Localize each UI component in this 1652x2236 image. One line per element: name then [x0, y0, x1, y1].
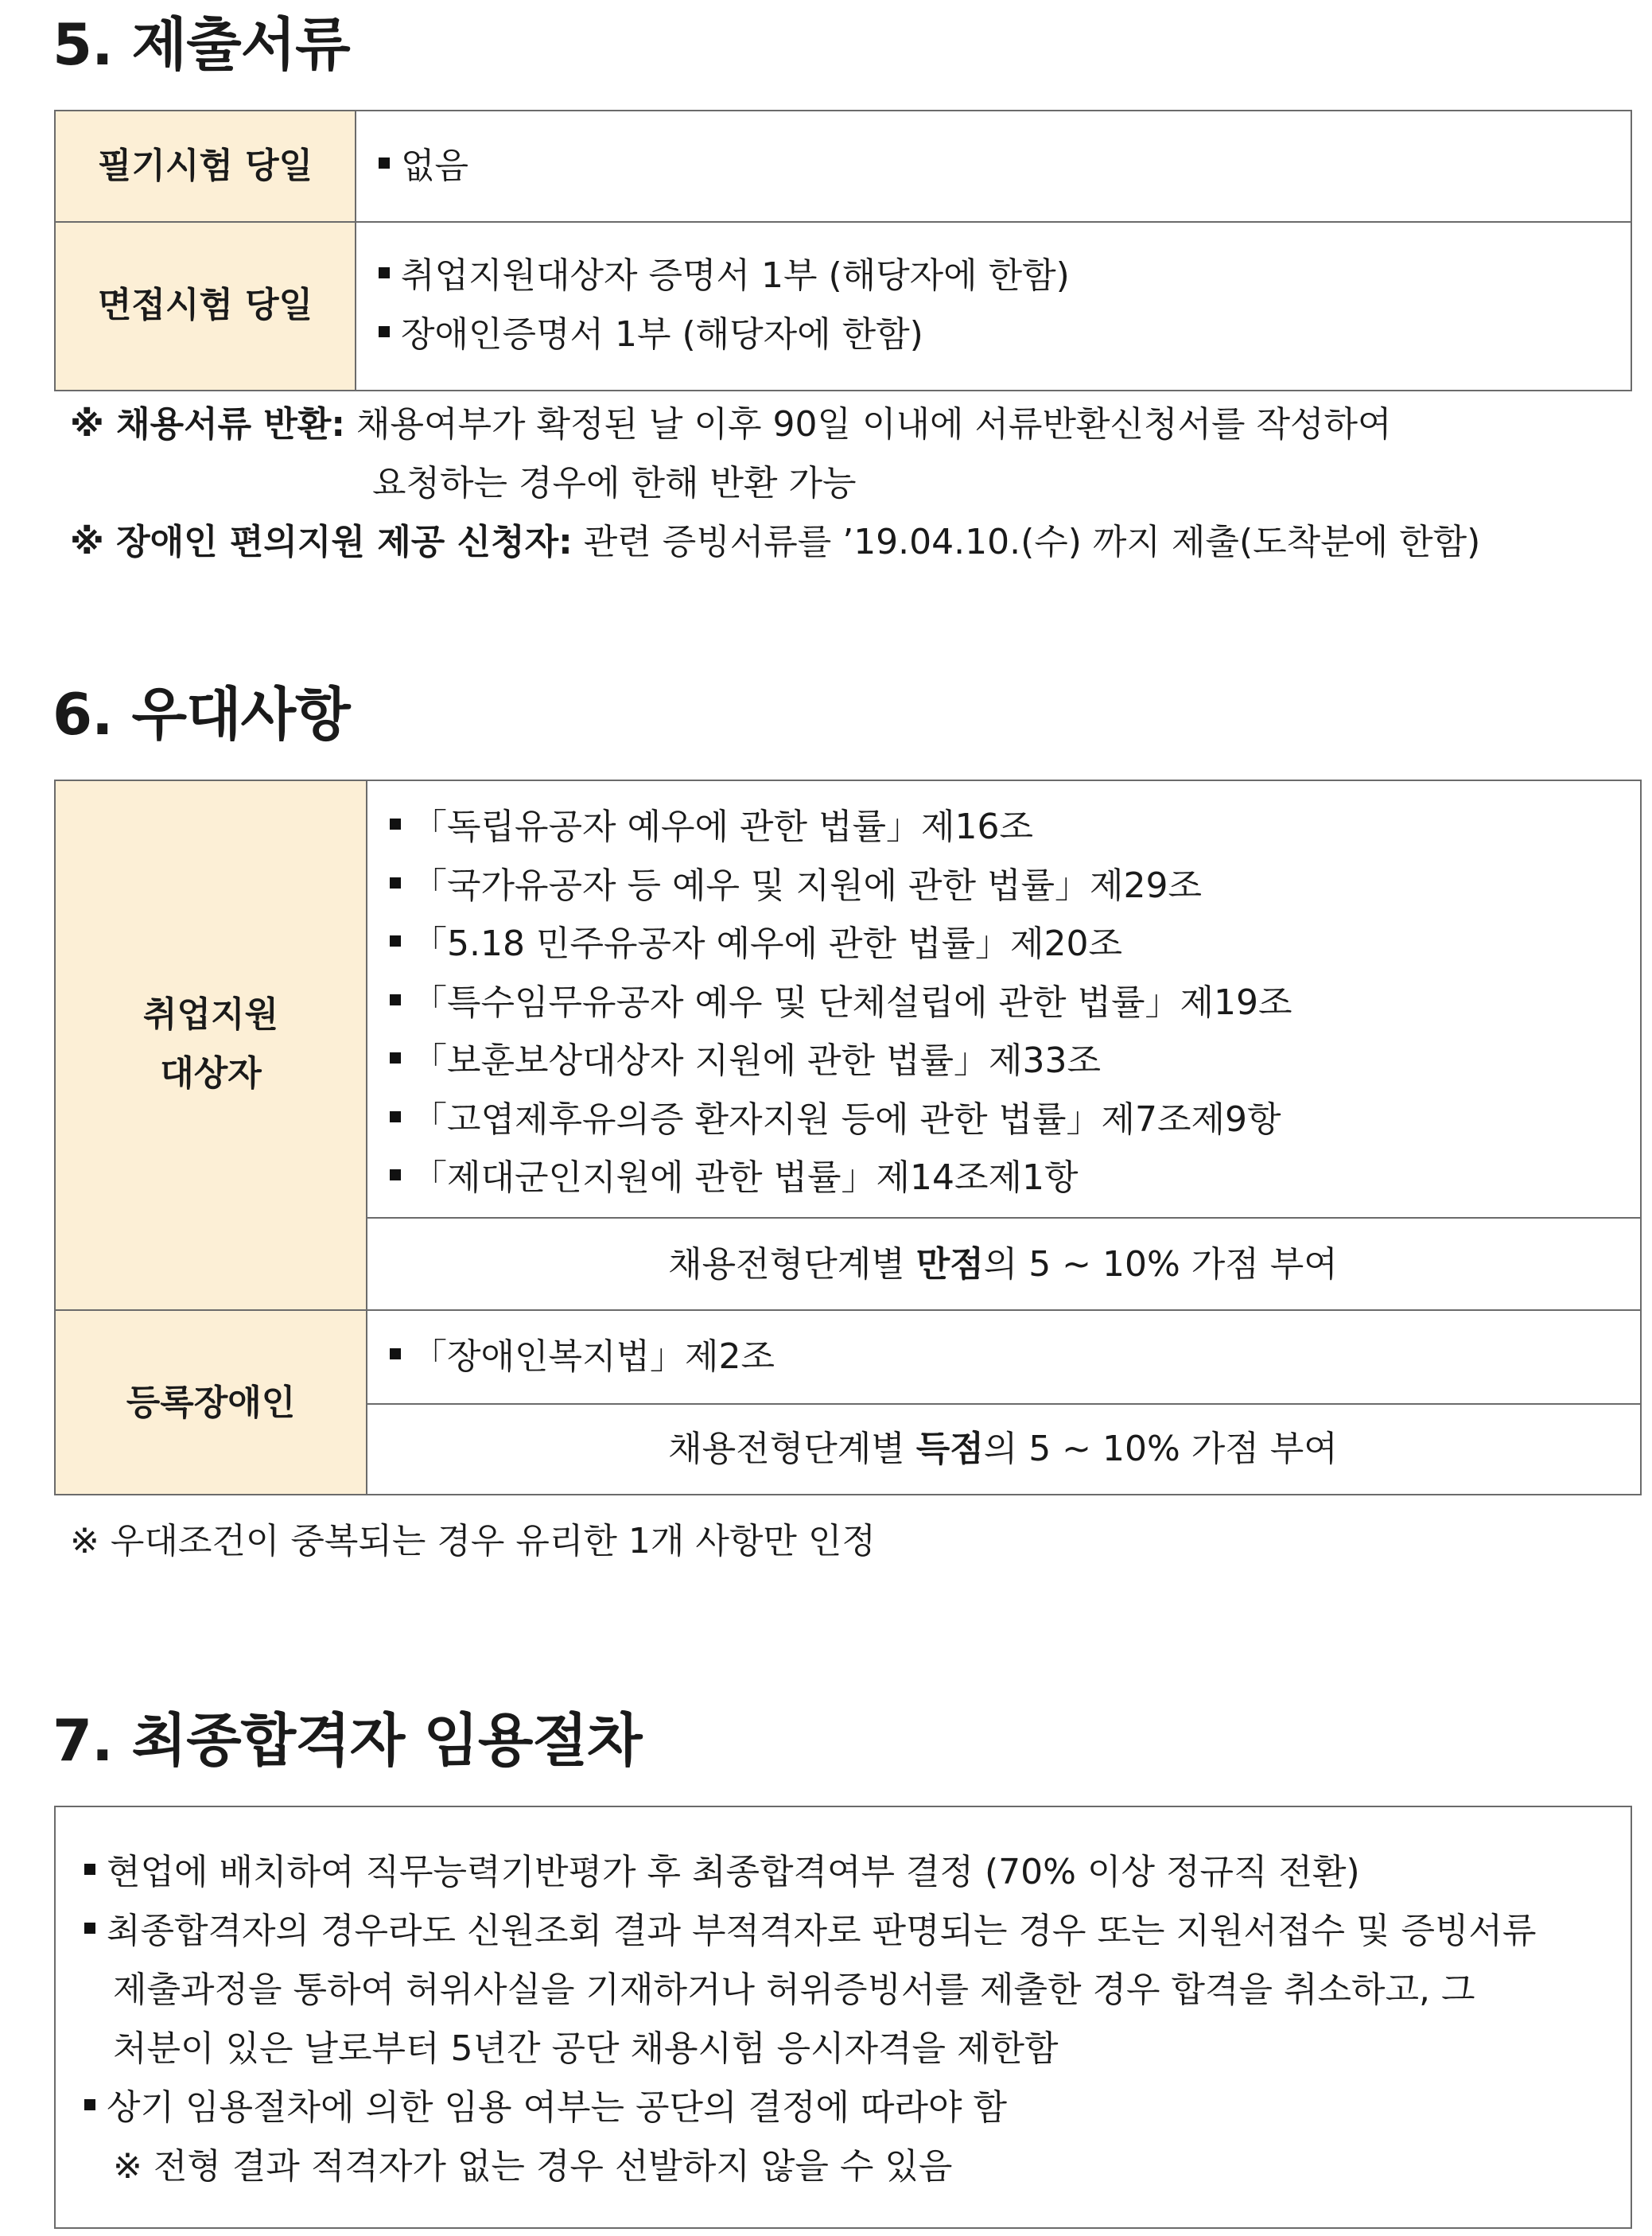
- section-6-title: 6. 우대사항: [52, 681, 350, 748]
- appointment-procedure-box: [54, 1806, 1632, 2229]
- documents-table: [54, 110, 1632, 391]
- note-duplicate-preference: ※ 우대조건이 중복되는 경우 유리한 1개 사항만 인정: [70, 1521, 876, 1561]
- law-item: 「특수임무유공자 예우 및 단체설립에 관한 법률」제19조: [390, 986, 1292, 1021]
- procedure-item-2-cont: 제출과정을 통하여 허위사실을 기재하거나 허위증빙서를 제출한 경우 합격을 취소하고, 그: [113, 1970, 1475, 2010]
- law-item: 「국가유공자 등 예우 및 지원에 관한 법률」제29조: [390, 869, 1202, 904]
- law-item: 「제대군인지원에 관한 법률」제14조제1항: [390, 1161, 1079, 1196]
- procedure-item-3-note: ※ 전형 결과 적격자가 없는 경우 선발하지 않을 수 있음: [113, 2146, 953, 2187]
- group-veterans-bonus: 채용전형단계별 만점의 5 ~ 10% 가점 부여: [668, 1244, 1338, 1285]
- law-item: 「5.18 민주유공자 예우에 관한 법률」제20조: [390, 927, 1122, 962]
- section-5-title: 5. 제출서류: [52, 11, 350, 78]
- group-disabled-bonus: 채용전형단계별 득점의 5 ~ 10% 가점 부여: [668, 1429, 1338, 1469]
- note-document-return: ※ 채용서류 반환: 채용여부가 확정된 날 이후 90일 이내에 서류반환신청서를 작성하여: [70, 404, 1392, 445]
- procedure-item-2: 최종합격자의 경우라도 신원조회 결과 부적격자로 판명되는 경우 또는 지원서접수 및 증빙서류: [84, 1914, 1537, 1949]
- group-veterans-label-1: 취업지원: [142, 994, 278, 1035]
- procedure-item-3: 상기 임용절차에 의한 임용 여부는 공단의 결정에 따라야 함: [84, 2090, 1007, 2125]
- group-disabled-label: 등록장애인: [126, 1382, 296, 1423]
- preferences-table: [54, 780, 1642, 1495]
- row-interview-label: 면접시험 당일: [97, 285, 313, 325]
- note-document-return-cont: 요청하는 경우에 한해 반환 가능: [372, 463, 857, 504]
- law-item: 「보훈보상대상자 지원에 관한 법률」제33조: [390, 1044, 1101, 1079]
- procedure-item-1: 현업에 배치하여 직무능력기반평가 후 최종합격여부 결정 (70% 이상 정규직 전환): [84, 1855, 1360, 1890]
- procedure-item-2-cont: 처분이 있은 날로부터 5년간 공단 채용시험 응시자격을 제한함: [113, 2028, 1059, 2069]
- law-item: 「고엽제후유의증 환자지원 등에 관한 법률」제7조제9항: [390, 1102, 1281, 1137]
- row-interview-item: 장애인증명서 1부 (해당자에 한함): [379, 317, 923, 352]
- group-disabled-law-item: 「장애인복지법」제2조: [390, 1340, 775, 1375]
- note-accessibility-support: ※ 장애인 편의지원 제공 신청자: 관련 증빙서류를 ’19.04.10.(수) 까지 제출(도착분에 한함): [70, 522, 1481, 562]
- row-written-exam-item: 없음: [379, 149, 468, 184]
- group-veterans-label-2: 대상자: [160, 1053, 262, 1094]
- section-7-title: 7. 최종합격자 임용절차: [52, 1707, 642, 1774]
- law-item: 「독립유공자 예우에 관한 법률」제16조: [390, 810, 1033, 845]
- row-interview-item: 취업지원대상자 증명서 1부 (해당자에 한함): [379, 259, 1070, 294]
- row-written-exam-label: 필기시험 당일: [97, 146, 313, 186]
